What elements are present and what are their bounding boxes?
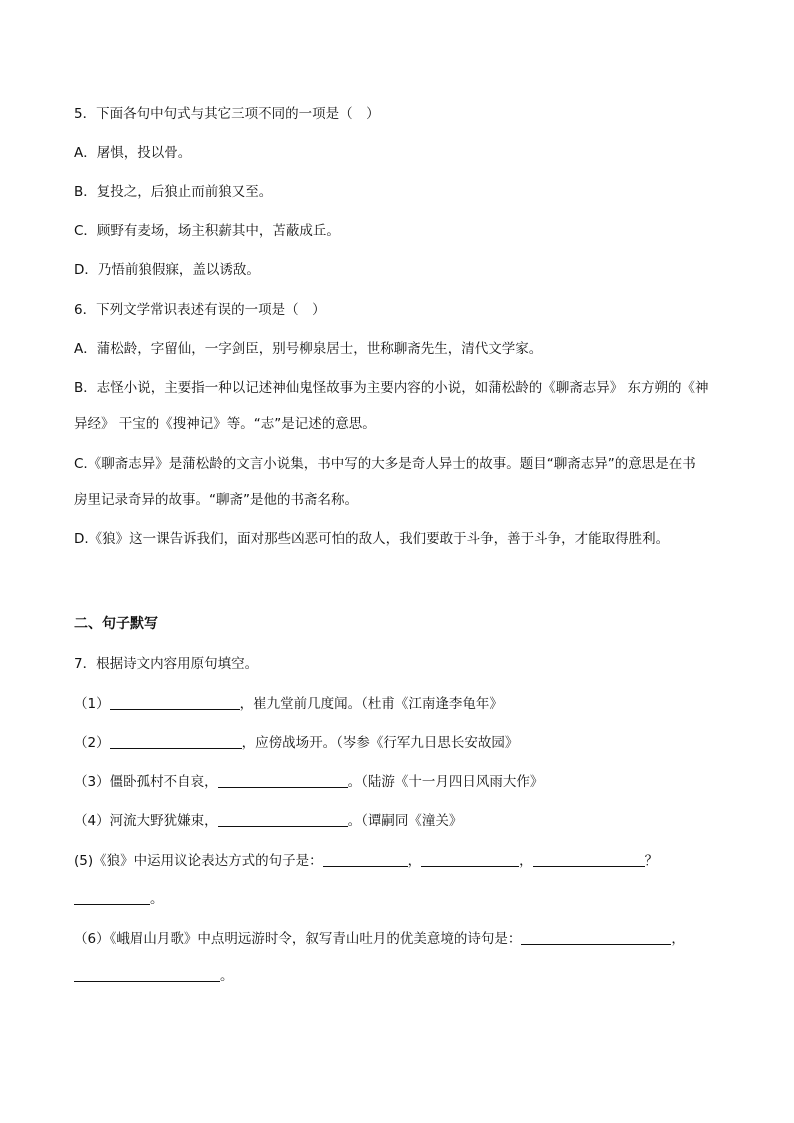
fill-blank-6b[interactable]: [74, 967, 220, 982]
fill-blank-3[interactable]: [218, 773, 348, 788]
fill-item-5-period: 。: [150, 891, 164, 907]
fill-item-5: [74, 851, 734, 871]
fill-item-3-prefix: （3）僵卧孤村不自哀，: [74, 774, 218, 790]
question-5-stem: 5．下面各句中句式与其它三项不同的一项是（ ）: [74, 106, 380, 122]
fill-item-5-question-mark: ？: [644, 853, 659, 869]
fill-item-3-suffix: 。（陆游《十一月四日风雨大作》: [347, 774, 544, 790]
fill-blank-1[interactable]: [110, 695, 240, 710]
fill-item-6-sep: ，: [671, 931, 685, 947]
fill-item-1-number: （1）: [74, 696, 110, 712]
fill-item-6-line2: [74, 966, 734, 986]
fill-blank-5c[interactable]: [533, 852, 645, 867]
question-7-stem: 7．根据诗文内容用原句填空。: [74, 656, 259, 672]
fill-item-5-sep2: ，: [519, 853, 533, 869]
question-6-option-c-line2: 房里记录奇异的故事。“聊斋”是他的书斋名称。: [74, 492, 358, 508]
fill-blank-5a[interactable]: [323, 852, 408, 867]
fill-item-2: [74, 733, 734, 753]
fill-blank-2[interactable]: [110, 734, 242, 749]
fill-item-1-text: ，崔九堂前几度闻。（杜甫《江南逢李龟年》: [239, 696, 503, 712]
question-5-option-a: A．屠惧，投以骨。: [74, 145, 192, 161]
fill-item-4-prefix: （4）河流大野犹嫌束，: [74, 813, 218, 829]
fill-item-6-prefix: （6）《峨眉山月歌》中点明远游时令，叙写青山吐月的优美意境的诗句是：: [74, 931, 522, 947]
question-6-option-b-line1: B．志怪小说，主要指一种以记述神仙鬼怪故事为主要内容的小说，如蒲松龄的《聊斋志异》 东方朔的《神: [74, 380, 709, 396]
fill-blank-5b[interactable]: [421, 852, 519, 867]
question-6-option-d: D.《狼》这一课告诉我们，面对那些凶恶可怕的敌人，我们要敢于斗争，善于斗争，才能取得胜利。: [74, 531, 670, 547]
question-6-option-c-line1: C.《聊斋志异》是蒲松龄的文言小说集，书中写的大多是奇人异士的故事。题目“聊斋志异”的意思是在书: [74, 456, 696, 472]
question-6-option-b-line2: 异经》 干宝的《搜神记》等。“志”是记述的意思。: [74, 416, 376, 432]
section-2-heading: 二、句子默写: [74, 616, 158, 632]
question-6-option-a: A．蒲松龄，字留仙，一字剑臣，别号柳泉居士，世称聊斋先生，清代文学家。: [74, 341, 543, 357]
fill-item-3: [74, 772, 734, 792]
fill-item-4-suffix: 。（谭嗣同《潼关》: [347, 813, 463, 829]
fill-item-2-number: （2）: [74, 735, 110, 751]
fill-item-5-sep1: ，: [407, 853, 422, 869]
fill-item-2-text: ，应傍战场开。（岑参《行军九日思长安故园》: [241, 735, 519, 751]
fill-item-5-prefix: (5)《狼》中运用议论表达方式的句子是：: [74, 853, 323, 869]
fill-blank-6a[interactable]: [521, 930, 671, 945]
fill-item-4: [74, 811, 734, 831]
fill-item-1: [74, 694, 734, 714]
fill-blank-4[interactable]: [218, 812, 348, 827]
question-5-option-c: C．顾野有麦场，场主积薪其中，苫蔽成丘。: [74, 223, 340, 239]
question-5-option-d: D．乃悟前狼假寐，盖以诱敌。: [74, 262, 260, 278]
fill-blank-5d[interactable]: [74, 890, 150, 905]
fill-item-6-period: 。: [220, 968, 234, 984]
question-5-option-b: B．复投之，后狼止而前狼又至。: [74, 184, 273, 200]
fill-item-5-line2: [74, 889, 734, 909]
fill-item-6: [74, 929, 734, 949]
question-6-stem: 6．下列文学常识表述有误的一项是（ ）: [74, 302, 326, 318]
